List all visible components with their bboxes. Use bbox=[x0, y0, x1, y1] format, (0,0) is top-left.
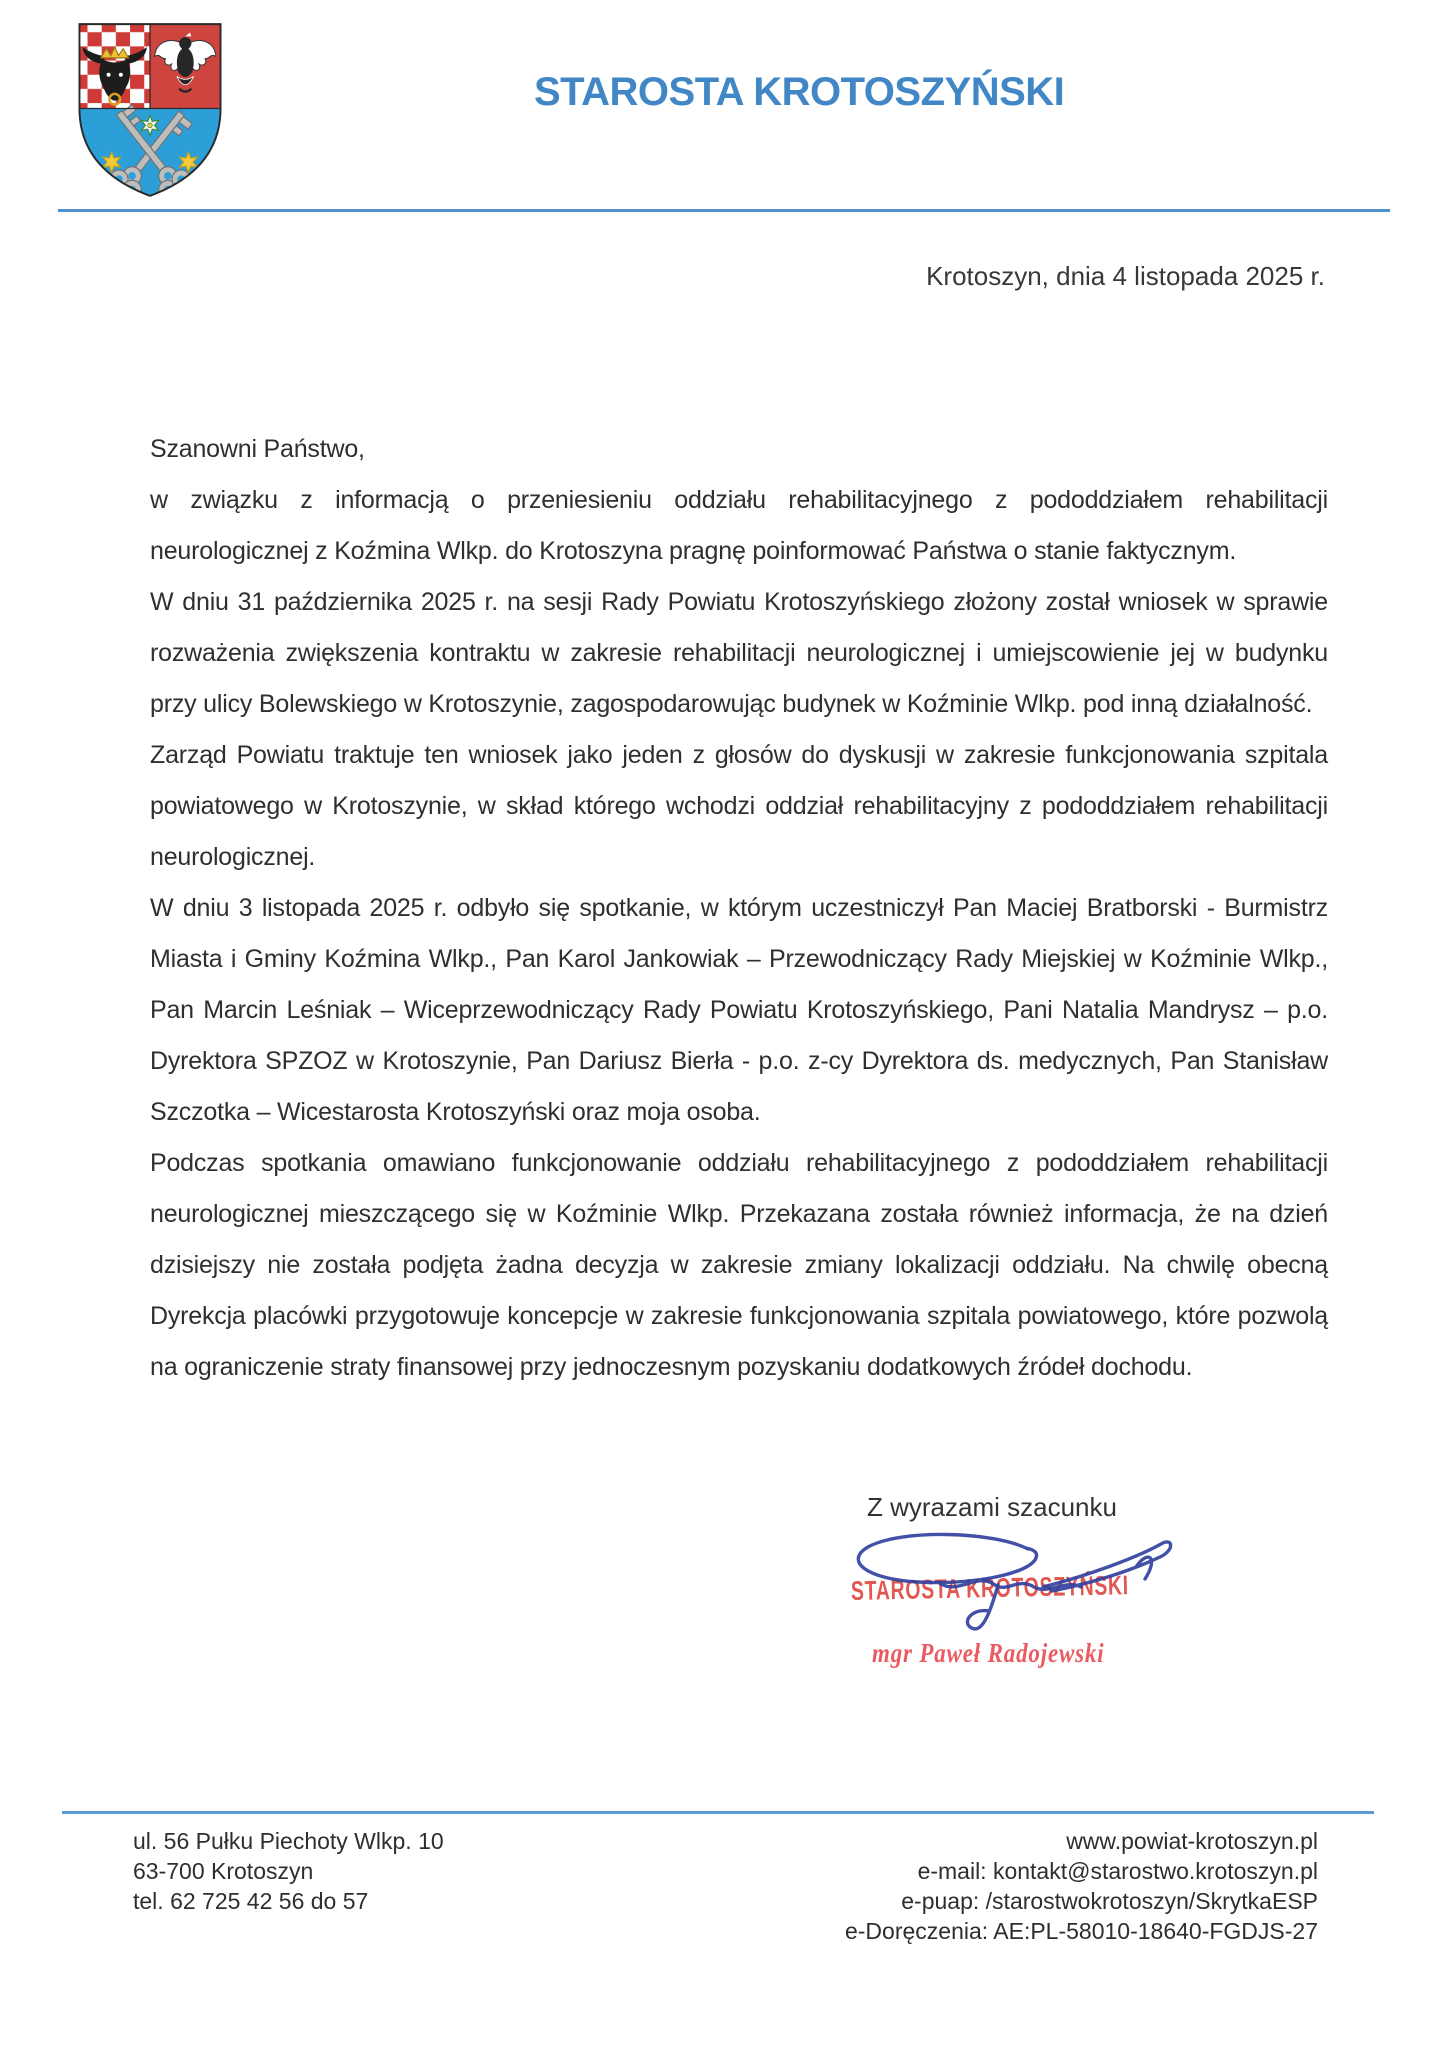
footer-epuap: e-puap: /starostwokrotoszyn/SkrytkaESP bbox=[901, 1888, 1318, 1914]
handwritten-signature-icon bbox=[838, 1525, 1183, 1650]
salutation: Szanowni Państwo, bbox=[150, 435, 365, 463]
coat-of-arms-icon bbox=[72, 18, 228, 202]
footer-divider bbox=[62, 1811, 1374, 1814]
letterhead-title: STAROSTA KROTOSZYŃSKI bbox=[534, 70, 1065, 114]
body-paragraph: w związku z informacją o przeniesieniu oddziału rehabilitacyjnego z pododdziałem rehabilitacji neurologicznej z Koźmina Wlkp. do Krotoszyna pragnę poinformować Państwa o stanie faktycznym. bbox=[150, 486, 1328, 565]
body-paragraph: Zarząd Powiatu traktuje ten wniosek jako jeden z głosów do dyskusji w zakresie funkcjonowania szpitala powiatowego w Krotoszynie, w skład którego wchodzi oddział rehabilitacyjny z pododdziałem rehabilitacji neurologicznej. bbox=[150, 741, 1328, 871]
body-paragraph: Podczas spotkania omawiano funkcjonowanie oddziału rehabilitacyjnego z pododdziałem rehabilitacji neurologicznej mieszczącego się w Koźminie Wlkp. Przekazana została również informacja, że na dzień dzisiejszy nie została podjęta żadna decyzja w zakresie zmiany lokalizacji oddziału. Na chwilę obecną Dyrekcja placówki przygotowuje koncepcje w zakresie funkcjonowania szpitala powiatowego, które pozwolą na ograniczenie straty finansowej przy jednoczesnym pozyskaniu dodatkowych źródeł dochodu. bbox=[150, 1149, 1328, 1381]
footer-email: e-mail: kontakt@starostwo.krotoszyn.pl bbox=[917, 1858, 1318, 1884]
footer-city: 63-700 Krotoszyn bbox=[133, 1858, 314, 1884]
footer-contact-block bbox=[845, 1826, 1318, 1946]
footer-phone: tel. 62 725 42 56 do 57 bbox=[133, 1888, 369, 1914]
body-paragraph: W dniu 31 października 2025 r. na sesji Rady Powiatu Krotoszyńskiego złożony został wniosek w sprawie rozważenia zwiększenia kontraktu w zakresie rehabilitacji neurologicznej i umiejscowienie jej w budynku przy ulicy Bolewskiego w Krotoszynie, zagospodarowując budynek w Koźminie Wlkp. pod inną działalność. bbox=[150, 588, 1328, 718]
footer-edoreczenia: e-Doręczenia: AE:PL-58010-18640-FGDJS-27 bbox=[844, 1918, 1318, 1944]
valediction: Z wyrazami szacunku bbox=[867, 1492, 1117, 1522]
date-line: Krotoszyn, dnia 4 listopada 2025 r. bbox=[926, 261, 1325, 291]
letter-body bbox=[150, 424, 1328, 1393]
footer-website: www.powiat-krotoszyn.pl bbox=[1066, 1828, 1318, 1854]
footer-street: ul. 56 Pułku Piechoty Wlkp. 10 bbox=[133, 1828, 444, 1854]
krotoszyn-coat-of-arms-svg bbox=[72, 18, 228, 202]
body-paragraph: W dniu 3 listopada 2025 r. odbyło się spotkanie, w którym uczestniczył Pan Maciej Bratborski - Burmistrz Miasta i Gminy Koźmina Wlkp., Pan Karol Jankowiak – Przewodniczący Rady Miejskiej w Koźminie Wlkp., Pan Marcin Leśniak – Wiceprzewodniczący Rady Powiatu Krotoszyńskiego, Pani Natalia Mandrysz – p.o. Dyrektora SPZOZ w Krotoszynie, Pan Dariusz Bierła - p.o. z-cy Dyrektora ds. medycznych, Pan Stanisław Szczotka – Wicestarosta Krotoszyński oraz moja osoba. bbox=[150, 894, 1328, 1126]
stamp-name: mgr Paweł Radojewski bbox=[872, 1638, 1105, 1668]
header-divider bbox=[58, 209, 1390, 212]
footer-address-block bbox=[133, 1826, 444, 1916]
stamp-title: STAROSTA KROTOSZYŃSKI bbox=[850, 1570, 1130, 1606]
